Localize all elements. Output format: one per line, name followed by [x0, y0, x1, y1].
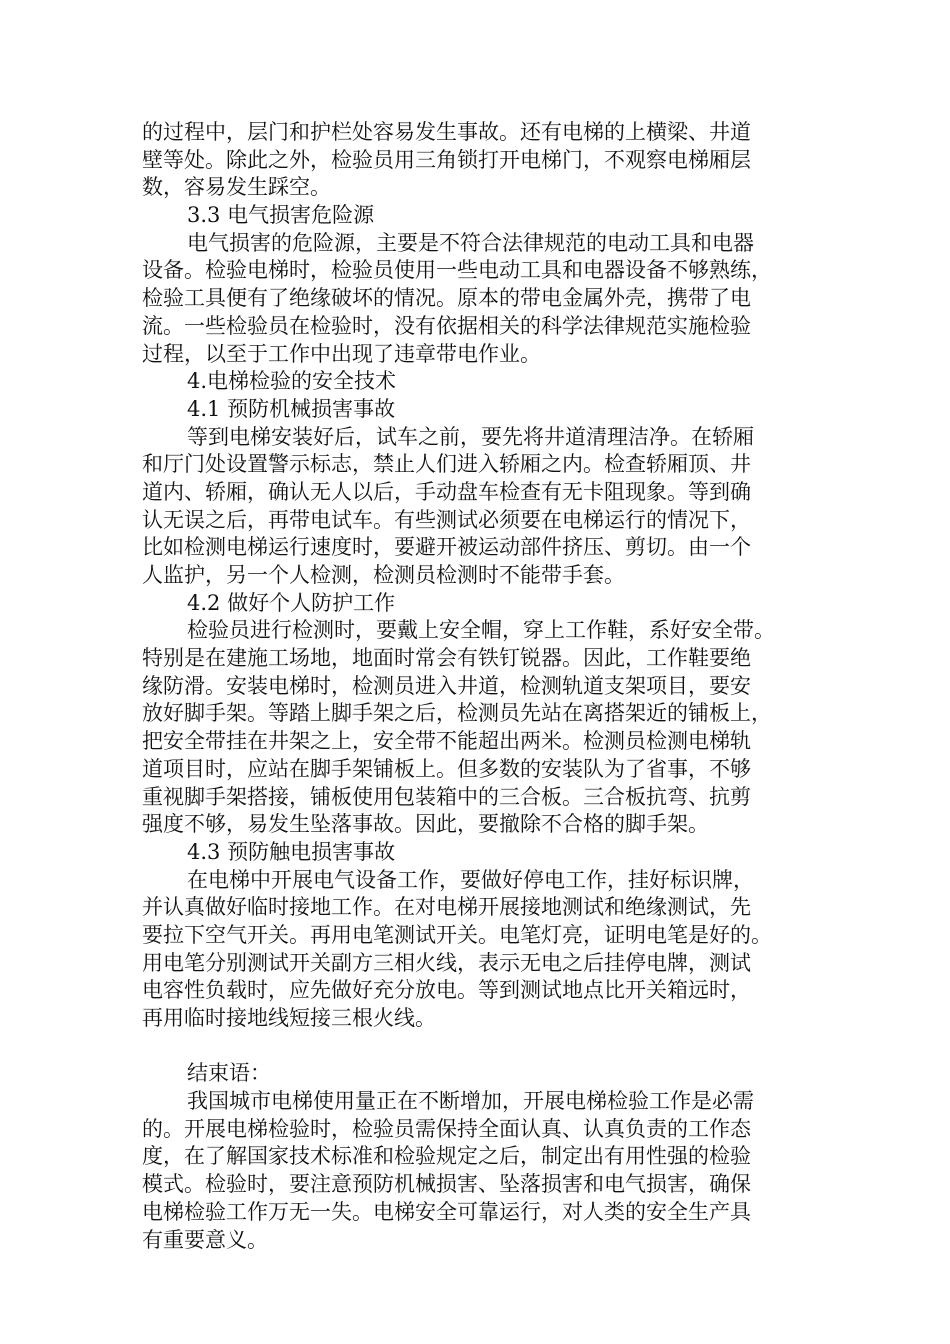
- text-line: 4.1 预防机械损害事故: [187, 396, 396, 421]
- text-line: 道内、轿厢，确认无人以后，手动盘车检查有无卡阻现象。等到确: [142, 479, 751, 504]
- text-line: 用电笔分别测试开关副方三相火线，表示无电之后挂停电牌，测试: [142, 950, 751, 975]
- text-line: 缘防滑。安装电梯时，检测员进入井道，检测轨道支架项目，要安: [142, 673, 751, 698]
- text-line: 强度不够，易发生坠落事故。因此，要撤除不合格的脚手架。: [142, 812, 709, 837]
- text-line: 电梯检验工作万无一失。电梯安全可靠运行，对人类的安全生产具: [142, 1199, 751, 1224]
- text-line: 在电梯中开展电气设备工作，要做好停电工作，挂好标识牌，: [187, 867, 754, 892]
- text-line: 并认真做好临时接地工作。在对电梯开展接地测试和绝缘测试，先: [142, 895, 751, 920]
- text-line: 4.2 做好个人防护工作: [187, 590, 396, 615]
- text-line: 检验工具便有了绝缘破坏的情况。原本的带电金属外壳，携带了电: [142, 286, 751, 311]
- text-line: 设备。检验电梯时，检验员使用一些电动工具和电器设备不够熟练，: [142, 258, 772, 283]
- text-line: 电容性负载时，应先做好充分放电。等到测试地点比开关箱远时，: [142, 978, 751, 1003]
- text-line: 特别是在建施工场地，地面时常会有铁钉锐器。因此，工作鞋要绝: [142, 646, 751, 671]
- text-line: 流。一些检验员在检验时，没有依据相关的科学法律规范实施检验: [142, 313, 751, 338]
- text-line: 人监护，另一个人检测，检测员检测时不能带手套。: [142, 563, 625, 587]
- text-line: 和厅门处设置警示标志，禁止人们进入轿厢之内。检查轿厢顶、井: [142, 452, 751, 477]
- text-line: 认无误之后，再带电试车。有些测试必须要在电梯运行的情况下，: [142, 507, 751, 532]
- text-line: 要拉下空气开关。再用电笔测试开关。电笔灯亮，证明电笔是好的。: [142, 922, 772, 947]
- text-line: 壁等处。除此之外，检验员用三角锁打开电梯门，不观察电梯厢层: [142, 147, 751, 172]
- text-line: 放好脚手架。等踏上脚手架之后，检测员先站在离搭架近的铺板上，: [142, 701, 772, 726]
- blank-line: [142, 1033, 812, 1061]
- text-line: 4.3 预防触电损害事故: [187, 839, 396, 864]
- document-body: [142, 119, 812, 1254]
- text-line: 的。开展电梯检验时，检验员需保持全面认真、认真负责的工作态: [142, 1116, 751, 1141]
- text-line: 模式。检验时，要注意预防机械损害、坠落损害和电气损害，确保: [142, 1172, 751, 1197]
- text-line: 4.电梯检验的安全技术: [187, 369, 397, 394]
- text-line: 再用临时接地线短接三根火线。: [142, 1006, 436, 1030]
- text-line: 我国城市电梯使用量正在不断增加，开展电梯检验工作是必需: [187, 1089, 754, 1114]
- text-line: 结束语：: [187, 1061, 271, 1086]
- text-line: 数，容易发生踩空。: [142, 175, 331, 200]
- text-line: 度，在了解国家技术标准和检验规定之后，制定出有用性强的检验: [142, 1144, 751, 1169]
- text-line: 重视脚手架搭接，铺板使用包装箱中的三合板。三合板抗弯、抗剪: [142, 784, 751, 809]
- text-line: 3.3 电气损害危险源: [187, 203, 375, 228]
- text-line: 有重要意义。: [142, 1227, 268, 1252]
- text-line: 检验员进行检测时，要戴上安全帽，穿上工作鞋，系好安全带。: [187, 618, 775, 643]
- text-line: 电气损害的危险源，主要是不符合法律规范的电动工具和电器: [187, 230, 754, 255]
- text-line: 的过程中，层门和护栏处容易发生事故。还有电梯的上横梁、井道: [142, 120, 751, 144]
- text-line: 等到电梯安装好后，试车之前，要先将井道清理洁净。在轿厢: [187, 424, 754, 449]
- text-line: 道项目时，应站在脚手架铺板上。但多数的安装队为了省事，不够: [142, 756, 751, 781]
- text-line: 把安全带挂在井架之上，安全带不能超出两米。检测员检测电梯轨: [142, 729, 751, 754]
- text-line: 比如检测电梯运行速度时，要避开被运动部件挤压、剪切。由一个: [142, 535, 751, 560]
- text-line: 过程，以至于工作中出现了违章带电作业。: [142, 341, 541, 366]
